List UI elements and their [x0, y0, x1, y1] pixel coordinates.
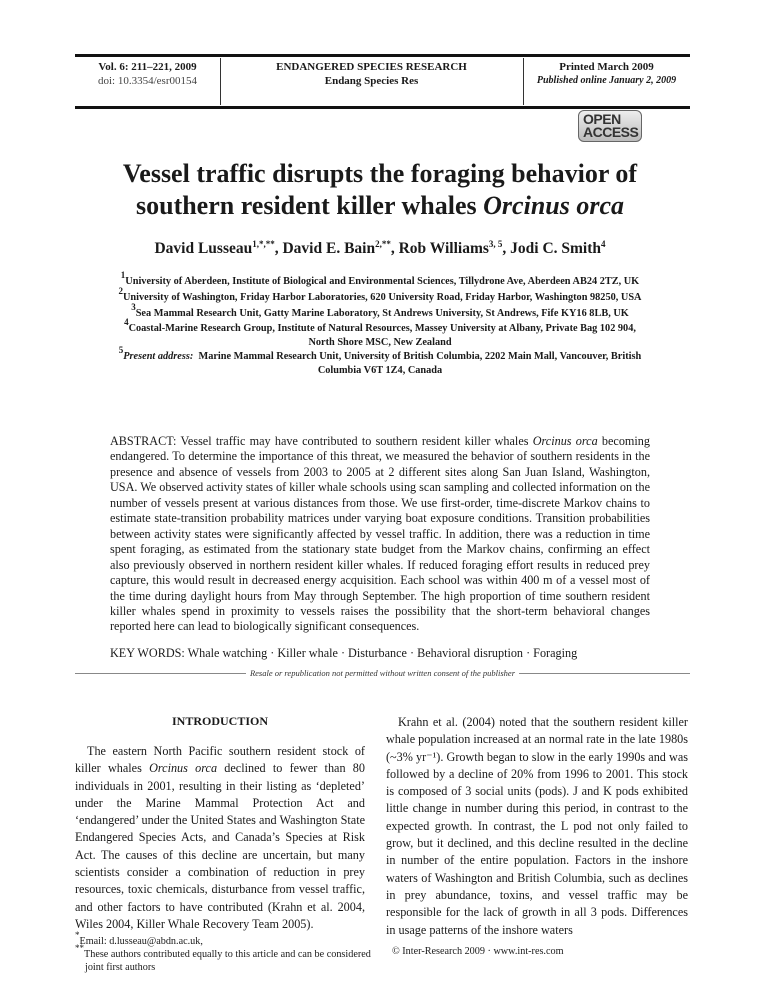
abstract — [110, 434, 650, 635]
author: David E. Bain — [282, 240, 376, 257]
right-column — [386, 714, 688, 939]
doi: doi: 10.3354/esr00154 — [98, 75, 197, 87]
paragraph-text: The eastern North Pacific southern resident stock of killer whales — [75, 744, 365, 776]
paragraph: Krahn et al. (2004) noted that the southern resident killer whale population increased at an normal rate in the late 1980s (~3% yr⁻¹). Growth began to slow in the early 1990s and was followed by a decline of 20% from 1996 to 2001. This stock is composed of 3 social units (pods). J and K pods exhibited little change in number during this period, in contrast to the expected growth. In contrast, the L pod not only failed to grow, but it declined, and this decline resulted in the decline in number of the entire population. Factors in the inshore waters of Washington and British Columbia, such as declines in prey abundance, toxins, and vessel traffic may be responsible for the lack of growth in all 3 pods. Differences in usage patterns of the inshore waters — [386, 715, 688, 937]
abstract-text: ABSTRACT: Vessel traffic may have contributed to southern resident killer whales — [110, 434, 533, 448]
header-rule-top — [75, 54, 690, 57]
footnote-equal — [75, 943, 375, 974]
aff-text: Coastal-Marine Research Group, Institute of Natural Resources, Massey University at Albany, Private Bag 102 904, North Shore MSC, New Zealand — [128, 323, 636, 348]
present-address — [110, 345, 650, 378]
affiliation — [70, 270, 690, 289]
divider — [519, 673, 690, 674]
aff-text: Marine Mammal Research Unit, University of British Columbia, 2202 Main Mall, Vancouver, British Columbia V6T 1Z4, Canada — [198, 351, 642, 376]
aff-num: 2 — [118, 286, 123, 296]
author-sup: 4 — [601, 239, 606, 249]
footnote-text: These authors contributed equally to this article and can be considered joint first authors — [84, 949, 371, 973]
species-name: Orcinus orca — [149, 761, 218, 776]
aff-num: 4 — [124, 317, 129, 327]
resale-text: Resale or republication not permitted without written consent of the publisher — [249, 668, 516, 678]
paragraph — [75, 743, 365, 933]
author-sup: 3, 5 — [488, 239, 503, 249]
author-list: David Lusseau$^{1,*,**}$, David E. Bain$^{2,**}$, Rob Williams$^{3, 5}$, Jodi C. Smith$^4$ — [154, 239, 606, 257]
affiliation — [110, 317, 650, 350]
resale-notice — [75, 668, 690, 678]
affiliation — [70, 286, 690, 305]
aff-num: 1 — [120, 270, 126, 280]
aff-text: Sea Mammal Research Unit, Gatty Marine Laboratory, St Andrews University, St Andrews, Fife KY16 8LB, UK — [135, 308, 629, 319]
divider — [75, 673, 246, 674]
volume: Vol. 6: 211–221, 2009 — [98, 61, 197, 73]
header-date-cell — [523, 60, 690, 104]
paper-title — [60, 158, 700, 222]
left-column — [75, 743, 365, 933]
author: Rob Williams — [398, 240, 489, 257]
author: Jodi C. Smith — [510, 240, 602, 257]
species-name: Orcinus orca — [532, 434, 598, 448]
aff-text: University of Aberdeen, Institute of Biological and Environmental Sciences, Tillydrone Ave, Aberdeen AB24 2TZ, UK — [125, 276, 640, 287]
title-text: southern resident killer whales — [135, 191, 484, 220]
footnote-email — [75, 930, 375, 948]
copyright: © Inter-Research 2009 · www.int-res.com — [392, 946, 564, 957]
header-journal-cell — [220, 60, 523, 104]
badge-line: ACCESS — [583, 124, 639, 140]
paragraph-text: declined to fewer than 80 individuals in 2001, resulting in their listing as ‘depleted’ under the Marine Mammal Protection Act and ‘endangered’ under the United States and Washington State Endangered Species Acts, and Canada’s Species at Risk Act. The causes of this decline are uncertain, but many scientists consider a combination of reduction in prey resources, toxic chemicals, disturbance from vessel traffic, and other factors to have contributed (Krahn et al. 2004, Wiles 2004, Killer Whale Recovery Team 2005). — [75, 761, 365, 931]
footnote-mark: * — [75, 930, 80, 940]
keywords: KEY WORDS: Whale watching · Killer whale · Disturbance · Behavioral disruption · Foraging — [110, 646, 578, 660]
author-sup: 2,** — [375, 239, 391, 249]
title-line: Vessel traffic disrupts the foraging behavior of — [122, 159, 638, 188]
journal-name: ENDANGERED SPECIES RESEARCH — [276, 61, 467, 73]
footnote-mark: ** — [75, 943, 84, 953]
badge-line: OPEN — [583, 111, 621, 127]
header-rule-bottom — [75, 106, 690, 109]
present-address-label: Present address: — [123, 351, 194, 362]
abstract-text: becoming endangered. To determine the importance of this threat, we measured the behavior of southern residents in the presence and absence of vessels from 2003 to 2005 at 2 different sites along San Juan Island, Washington, USA. We observed activity states of killer whale schools using scan sampling and collected information on the number of vessels present at various distances from those. We use first-order, time-discrete Markov chains to estimate state-transition probability matrices under varying boat exposure conditions. Transition probabilities between activity states were significantly affected by vessel traffic. In addition, there was a reduction in time spent foraging, as estimated from the stationary state budget from the Markov chains, confirming an effect also previously observed in northern resident killer whales. If reduced foraging effort results in reduced prey capture, this would result in decreased energy acquisition. Each school was within 400 m of a vessel most of the time during daylight hours from May through September. The high proportion of time southern resident killer whales spend in proximity to vessels raises the possibility that the short-term behavioral changes reported here can lead to biologically significant consequences. — [110, 434, 650, 634]
aff-num: 5 — [118, 345, 124, 355]
aff-text: University of Washington, Friday Harbor Laboratories, 620 University Road, Friday Harbor, Washington 98250, USA — [122, 292, 642, 303]
open-access-badge — [578, 110, 642, 142]
published-online: Published online January 2, 2009 — [536, 75, 677, 86]
species-name: Orcinus orca — [483, 191, 625, 220]
email-link[interactable]: Email: d.lusseau@abdn.ac.uk, — [79, 936, 203, 947]
section-heading: INTRODUCTION — [171, 714, 268, 728]
author-sup: 1,*,** — [252, 239, 275, 249]
author: David Lusseau — [154, 240, 253, 257]
journal-abbrev: Endang Species Res — [324, 75, 419, 87]
printed-date: Printed March 2009 — [559, 61, 654, 73]
title-line — [60, 190, 700, 222]
footnotes — [75, 930, 375, 974]
header-volume-cell — [75, 60, 220, 104]
aff-num: 3 — [131, 302, 136, 312]
affiliation — [70, 302, 690, 321]
